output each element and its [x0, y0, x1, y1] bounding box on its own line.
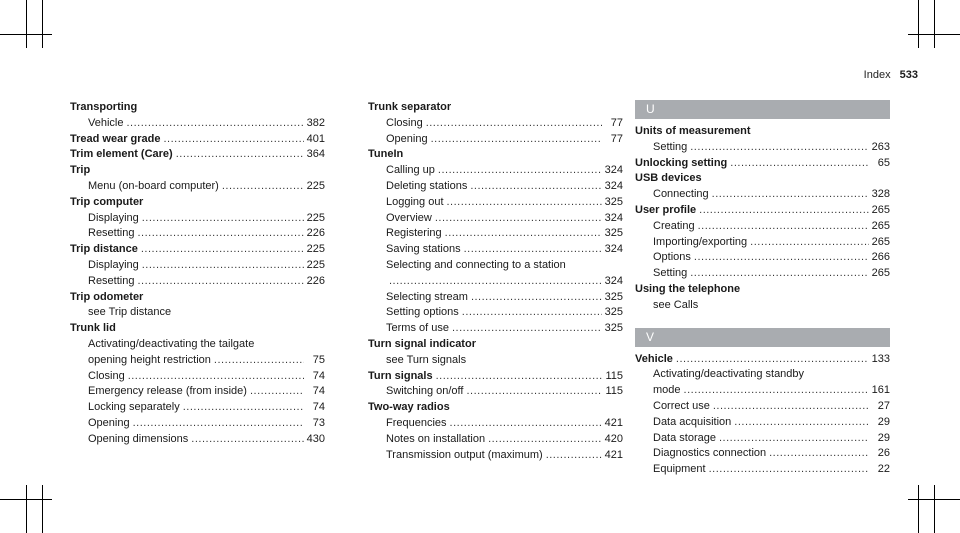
- index-subentry[interactable]: [635, 140, 890, 156]
- index-subentry-text: see Calls: [653, 298, 699, 311]
- index-subentry-text: Data storage: [653, 431, 716, 444]
- page-reference[interactable]: 420: [604, 432, 623, 445]
- index-subentry[interactable]: [635, 462, 890, 478]
- leader-dots: [445, 226, 602, 242]
- index-term-text: USB devices: [635, 172, 702, 185]
- index-subentry[interactable]: [70, 179, 325, 195]
- page-reference[interactable]: 225: [306, 258, 325, 271]
- page-reference[interactable]: 324: [604, 211, 623, 224]
- index-subentry-text: Correct use: [653, 399, 710, 412]
- index-subentry[interactable]: [70, 384, 325, 400]
- index-term[interactable]: [70, 147, 325, 163]
- index-subentry-text: Switching on/off: [386, 385, 464, 398]
- index-subentry-text: Logging out: [386, 195, 444, 208]
- index-subentry-text: Resetting: [88, 227, 135, 240]
- leader-dots: [546, 448, 602, 464]
- page-reference[interactable]: 266: [871, 251, 890, 264]
- index-subentry[interactable]: [368, 226, 623, 242]
- crop-mark: [0, 34, 52, 35]
- index-subentry[interactable]: [70, 258, 325, 274]
- page-reference[interactable]: 161: [871, 384, 890, 397]
- index-subentry[interactable]: [635, 187, 890, 203]
- index-subentry-text: Options: [653, 251, 691, 264]
- leader-dots: [447, 195, 602, 211]
- index-entry: [635, 171, 890, 203]
- page-reference[interactable]: 324: [604, 243, 623, 256]
- index-subentry-text: Creating: [653, 219, 695, 232]
- index-term-text: Using the telephone: [635, 282, 741, 295]
- leader-dots: [431, 132, 602, 148]
- index-term[interactable]: [70, 242, 325, 258]
- index-subentry-text: Closing: [386, 116, 423, 129]
- index-subentry-text: Vehicle: [88, 116, 124, 129]
- index-entry: [368, 100, 623, 147]
- index-entry: [635, 124, 890, 156]
- index-subentry[interactable]: [368, 384, 623, 400]
- crop-mark: [0, 499, 52, 500]
- leader-dots: [676, 352, 869, 368]
- index-subentry-text: Menu (on-board computer): [88, 179, 219, 192]
- index-column-3: [635, 100, 890, 478]
- section-gap: [635, 314, 890, 328]
- page-reference[interactable]: 27: [877, 399, 890, 412]
- leader-dots: [464, 242, 602, 258]
- page-reference[interactable]: 265: [871, 219, 890, 232]
- index-subentry[interactable]: [70, 226, 325, 242]
- index-term: [635, 124, 890, 140]
- crop-mark: [26, 0, 27, 48]
- letter-heading: V: [635, 328, 890, 347]
- index-subentry[interactable]: [368, 416, 623, 432]
- index-subentry-text: Importing/exporting: [653, 235, 748, 248]
- leader-dots: [164, 132, 304, 148]
- index-subentry-text: Registering: [386, 227, 442, 240]
- index-entry: [635, 352, 890, 478]
- index-subentry-text: Equipment: [653, 463, 706, 476]
- index-subentry[interactable]: [368, 305, 623, 321]
- index-subentry-text: Terms of use: [386, 322, 449, 335]
- page-reference[interactable]: 77: [610, 132, 623, 145]
- page-reference[interactable]: 22: [877, 463, 890, 476]
- index-subentry-text: Resetting: [88, 274, 135, 287]
- index-term-text: Tread wear grade: [70, 132, 161, 145]
- page-reference[interactable]: 73: [312, 416, 325, 429]
- index-entry: [70, 147, 325, 163]
- leader-dots: [126, 116, 303, 132]
- index-subentry-text: Frequencies: [386, 416, 447, 429]
- leader-dots: [712, 187, 869, 203]
- index-term-text: Unlocking setting: [635, 156, 728, 169]
- crop-mark: [908, 499, 960, 500]
- index-subentry[interactable]: [368, 274, 623, 290]
- page-reference[interactable]: 115: [605, 369, 623, 382]
- index-subentry-text: Opening: [386, 132, 428, 145]
- index-entry: [70, 100, 325, 132]
- index-label: Index: [863, 69, 891, 81]
- leader-dots: [709, 462, 869, 478]
- index-term-text: Transporting: [70, 101, 138, 113]
- crop-mark: [908, 34, 960, 35]
- index-subentry: [368, 353, 623, 369]
- page-reference[interactable]: 265: [871, 267, 890, 280]
- index-term[interactable]: [635, 352, 890, 368]
- index-subentry[interactable]: [368, 321, 623, 337]
- leader-dots: [684, 383, 869, 399]
- index-subentry: [70, 305, 325, 321]
- index-entry: [368, 400, 623, 463]
- leader-dots: [436, 369, 602, 385]
- leader-dots: [141, 242, 304, 258]
- page-reference[interactable]: 401: [306, 132, 325, 145]
- leader-dots: [719, 431, 869, 447]
- index-subentry[interactable]: [70, 432, 325, 448]
- index-term-text: Trip: [70, 164, 91, 177]
- leader-dots: [183, 400, 304, 416]
- leader-dots: [488, 432, 602, 448]
- index-subentry[interactable]: [635, 415, 890, 431]
- index-subentry-text: Diagnostics connection: [653, 447, 767, 460]
- index-subentry-text: Opening: [88, 416, 130, 429]
- page-reference[interactable]: 65: [877, 156, 890, 169]
- index-term-text: Turn signal indicator: [368, 337, 476, 350]
- index-subentry-text: Calling up: [386, 164, 435, 177]
- index-subentry-text: mode: [653, 384, 681, 397]
- index-column-2: [368, 100, 623, 463]
- crop-mark: [918, 0, 919, 48]
- index-subentry-text: Activating/deactivating standby: [653, 368, 805, 381]
- page-reference[interactable]: 133: [871, 352, 890, 365]
- crop-mark: [42, 0, 43, 48]
- page-reference[interactable]: 263: [871, 140, 890, 153]
- index-term: [70, 100, 325, 116]
- leader-dots: [191, 432, 303, 448]
- page-reference[interactable]: 115: [605, 385, 623, 398]
- index-subentry-text: Emergency release (from inside): [88, 385, 247, 398]
- index-subentry[interactable]: [368, 448, 623, 464]
- leader-dots: [142, 258, 304, 274]
- index-term-text: Trip distance: [70, 243, 138, 256]
- index-subentry-text: Displaying: [88, 211, 139, 224]
- index-term-text: User profile: [635, 203, 697, 216]
- page-reference[interactable]: 328: [871, 188, 890, 201]
- index-entry: [635, 156, 890, 172]
- page-reference[interactable]: 74: [312, 369, 325, 382]
- index-subentry-text: Connecting: [653, 188, 709, 201]
- index-subentry-text: Opening dimensions: [88, 432, 189, 445]
- index-subentry[interactable]: [368, 290, 623, 306]
- index-term: [368, 400, 623, 416]
- index-term: [70, 195, 325, 211]
- index-term-text: Vehicle: [635, 352, 673, 365]
- leader-dots: [450, 416, 602, 432]
- leader-dots: [730, 156, 869, 172]
- leader-dots: [466, 384, 602, 400]
- leader-dots: [137, 274, 303, 290]
- index-subentry-text: Selecting stream: [386, 290, 468, 303]
- page-reference[interactable]: 325: [604, 227, 623, 240]
- index-subentry-text: see Trip distance: [88, 306, 172, 319]
- index-subentry-text: Displaying: [88, 258, 139, 271]
- page-reference[interactable]: 29: [877, 415, 890, 428]
- index-term-text: Trunk separator: [368, 101, 452, 113]
- index-term: [70, 290, 325, 306]
- index-entry: [368, 337, 623, 369]
- leader-dots: [713, 399, 869, 415]
- index-term[interactable]: [368, 369, 623, 385]
- index-subentry-text: see Turn signals: [386, 353, 467, 366]
- page-reference[interactable]: 324: [604, 164, 623, 177]
- page-reference[interactable]: 225: [306, 243, 325, 256]
- page-reference[interactable]: 265: [871, 203, 890, 216]
- index-subentry-text: Data acquisition: [653, 415, 732, 428]
- index-subentry[interactable]: [635, 266, 890, 282]
- leader-dots: [435, 211, 602, 227]
- leader-dots: [690, 266, 868, 282]
- leader-dots: [176, 147, 304, 163]
- index-entry: [70, 195, 325, 242]
- index-term: [635, 282, 890, 298]
- index-term-text: Trip odometer: [70, 290, 144, 303]
- index-term-text: Trunk lid: [70, 322, 116, 335]
- index-term: [368, 147, 623, 163]
- index-term: [70, 321, 325, 337]
- page-reference[interactable]: 325: [604, 195, 623, 208]
- index-subentry[interactable]: [368, 195, 623, 211]
- index-subentry[interactable]: [70, 211, 325, 227]
- index-entry: [70, 321, 325, 447]
- index-subentry[interactable]: [635, 219, 890, 235]
- index-term-text: Units of measurement: [635, 125, 751, 137]
- index-subentry: [635, 298, 890, 314]
- page-reference[interactable]: 324: [604, 274, 623, 287]
- crop-mark: [26, 485, 27, 533]
- index-term-text: Trip computer: [70, 195, 144, 208]
- index-subentry[interactable]: [635, 250, 890, 266]
- index-subentry-text: Locking separately: [88, 401, 180, 414]
- index-subentry-text: Overview: [386, 211, 432, 224]
- index-subentry[interactable]: [368, 432, 623, 448]
- index-subentry-text: Setting: [653, 267, 688, 280]
- index-subentry[interactable]: [635, 235, 890, 251]
- leader-dots: [438, 163, 602, 179]
- page-reference[interactable]: 29: [877, 431, 890, 444]
- index-subentry[interactable]: [368, 211, 623, 227]
- index-subentry-text: Saving stations: [386, 243, 461, 256]
- index-subentry[interactable]: [70, 400, 325, 416]
- letter-heading: U: [635, 100, 890, 119]
- page-reference[interactable]: 225: [306, 179, 325, 192]
- leader-dots: [694, 250, 869, 266]
- index-entry: [635, 282, 890, 314]
- page-reference[interactable]: 325: [604, 306, 623, 319]
- leader-dots: [426, 116, 602, 132]
- index-subentry-text: Notes on installation: [386, 432, 486, 445]
- index-subentry[interactable]: [368, 242, 623, 258]
- page-header: [864, 69, 918, 81]
- leader-dots: [470, 179, 601, 195]
- leader-dots: [137, 226, 303, 242]
- index-subentry[interactable]: [635, 383, 890, 399]
- page-reference[interactable]: 421: [604, 416, 623, 429]
- index-subentry-text: Selecting and connecting to a station: [386, 258, 566, 271]
- index-term-text: Trim element (Care): [70, 148, 173, 161]
- index-subentry[interactable]: [368, 179, 623, 195]
- index-term: [635, 171, 890, 187]
- leader-dots: [769, 446, 869, 462]
- index-subentry-text: Closing: [88, 369, 125, 382]
- crop-mark: [42, 485, 43, 533]
- leader-dots: [462, 305, 602, 321]
- leader-dots: [222, 179, 304, 195]
- page-reference[interactable]: 421: [604, 448, 623, 461]
- page-number: 533: [899, 69, 918, 81]
- page-reference[interactable]: 324: [604, 179, 623, 192]
- leader-dots: [250, 384, 304, 400]
- crop-mark: [934, 0, 935, 48]
- leader-dots: [142, 211, 304, 227]
- index-term-text: Turn signals: [368, 369, 433, 382]
- page-reference[interactable]: 382: [306, 116, 325, 129]
- index-column-1: [70, 100, 325, 448]
- index-term[interactable]: [635, 203, 890, 219]
- page-reference[interactable]: 364: [306, 148, 325, 161]
- page-reference[interactable]: 226: [306, 227, 325, 240]
- page-reference[interactable]: 26: [877, 447, 890, 460]
- leader-dots: [128, 369, 304, 385]
- page-reference[interactable]: 225: [306, 211, 325, 224]
- page-reference[interactable]: 226: [306, 274, 325, 287]
- leader-dots: [699, 203, 869, 219]
- index-subentry[interactable]: [70, 116, 325, 132]
- page-reference[interactable]: 75: [312, 353, 325, 366]
- index-subentry-text: opening height restriction: [88, 353, 211, 366]
- index-entry: [368, 369, 623, 401]
- leader-dots: [214, 353, 304, 369]
- index-subentry-text: Setting: [653, 140, 688, 153]
- page-reference[interactable]: 74: [312, 385, 325, 398]
- index-subentry[interactable]: [70, 369, 325, 385]
- leader-dots: [690, 140, 868, 156]
- index-subentry[interactable]: [635, 446, 890, 462]
- index-subentry-text: Setting options: [386, 306, 459, 319]
- index-term[interactable]: [635, 156, 890, 172]
- index-subentry[interactable]: [70, 416, 325, 432]
- index-entry: [70, 132, 325, 148]
- index-subentry-text: Transmission output (maximum): [386, 448, 543, 461]
- leader-dots: [452, 321, 602, 337]
- index-term[interactable]: [70, 132, 325, 148]
- page-reference[interactable]: 74: [312, 401, 325, 414]
- index-subentry[interactable]: [368, 163, 623, 179]
- crop-mark: [934, 485, 935, 533]
- index-entry: [368, 147, 623, 337]
- index-subentry[interactable]: [368, 116, 623, 132]
- index-subentry-text: Deleting stations: [386, 179, 468, 192]
- page-reference[interactable]: 265: [871, 235, 890, 248]
- index-subentry[interactable]: [635, 431, 890, 447]
- index-term-text: TuneIn: [368, 148, 404, 161]
- leader-dots: [133, 416, 304, 432]
- index-term: [368, 100, 623, 116]
- index-entry: [70, 290, 325, 322]
- page-reference[interactable]: 77: [610, 116, 623, 129]
- leader-dots: [734, 415, 869, 431]
- crop-mark: [918, 485, 919, 533]
- leader-dots: [750, 235, 868, 251]
- index-subentry[interactable]: [70, 353, 325, 369]
- index-entry: [70, 242, 325, 289]
- index-subentry-text: Activating/deactivating the tailgate: [88, 337, 255, 350]
- index-subentry[interactable]: [635, 399, 890, 415]
- page-reference[interactable]: 325: [604, 290, 623, 303]
- index-term: [368, 337, 623, 353]
- index-subentry[interactable]: [368, 132, 623, 148]
- index-term-text: Two-way radios: [368, 401, 450, 414]
- index-term: [70, 163, 325, 179]
- index-entry: [635, 203, 890, 282]
- leader-dots: [471, 290, 602, 306]
- index-subentry[interactable]: [70, 274, 325, 290]
- index-entry: [70, 163, 325, 195]
- page-reference[interactable]: 430: [306, 432, 325, 445]
- leader-dots: [389, 274, 602, 290]
- page-reference[interactable]: 325: [604, 322, 623, 335]
- leader-dots: [698, 219, 869, 235]
